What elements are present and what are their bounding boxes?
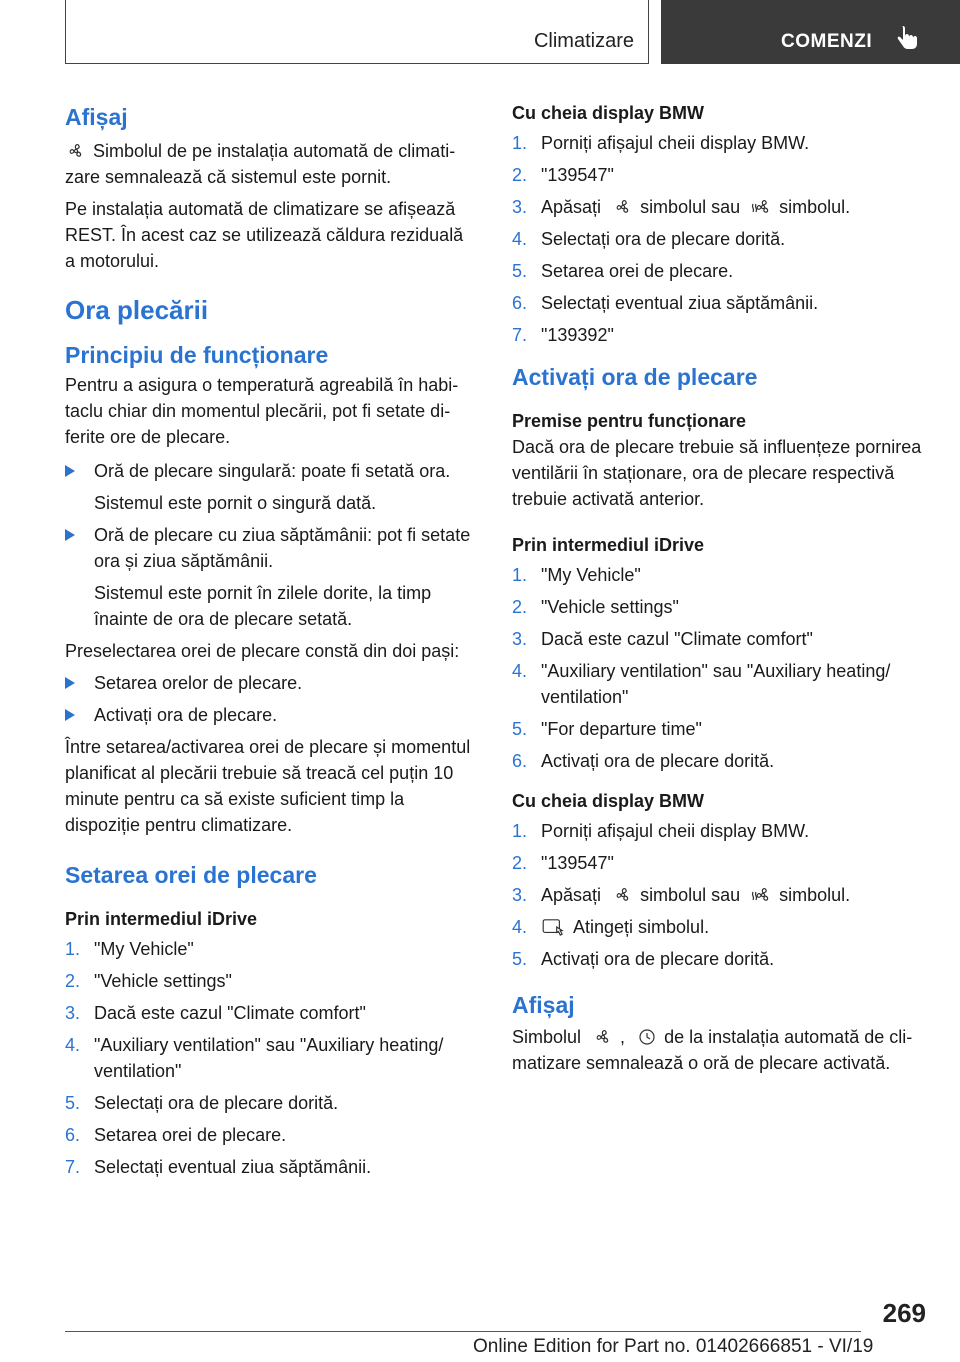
- heading-afisaj: Afișaj: [65, 104, 128, 130]
- triangle-bullet-icon: [65, 529, 75, 541]
- list-item: 5. Selectați ora de plecare dorită.: [65, 1093, 339, 1113]
- fan-heat-icon: [751, 886, 773, 904]
- edition-note: Online Edition for Part no. 01402666851 - VI/19: [473, 1336, 874, 1357]
- list-item: 5. "For departure time": [512, 719, 702, 739]
- idrive-steps-list: [65, 936, 477, 1180]
- timing-paragraph: Între setarea/activarea orei de plecare și momentul planificat al plecării trebuie să treacă cel puțin 10 minute pentru ca să existe suficient timp la dispoziție pentru climatizare.: [65, 737, 471, 835]
- touch-screen-icon: [541, 918, 567, 936]
- display-key-label: Cu cheia display BMW: [512, 103, 705, 123]
- display-key-label-2: Cu cheia display BMW: [512, 791, 705, 811]
- list-item: 3. Apăsați simbolul sau simbolul.: [512, 885, 851, 905]
- principiu-paragraph: Pentru a asigura o temperatură agreabilă în habitaclu chiar din momentul plecării, pot fi setate diferite ore de plecare.: [65, 375, 459, 447]
- idrive-activate-steps-list: [512, 562, 926, 774]
- list-item: 1. "My Vehicle": [512, 565, 641, 585]
- heading-principiu: Principiu de funcționare: [65, 342, 329, 368]
- fan-heat-icon: [751, 198, 773, 216]
- idrive-label: Prin intermediul iDrive: [512, 535, 705, 555]
- list-item-note: Sistemul este pornit o singură dată.: [94, 493, 377, 513]
- header-section-title: Climatizare: [533, 30, 634, 52]
- preselect-paragraph: Preselectarea orei de plecare constă din doi pași:: [65, 641, 460, 661]
- list-item: Setarea orelor de plecare.: [65, 670, 477, 696]
- list-item: 2. "Vehicle settings": [512, 597, 679, 617]
- fan-icon: [592, 1028, 614, 1046]
- right-column: [512, 100, 926, 1076]
- afisaj-paragraph-1: Simbolul de pe instalația automată de climatizare semnalează că sistemul este pornit.: [65, 141, 456, 187]
- display-key-steps-list: [512, 130, 926, 348]
- header-chapter-title: COMENZI: [781, 31, 873, 52]
- fan-icon: [612, 198, 634, 216]
- afisaj-paragraph-2: Pe instalația automată de climatizare se afișează REST. În acest caz se utilizează căldura reziduală a motorului.: [65, 199, 464, 271]
- list-item: Activați ora de plecare.: [65, 702, 477, 728]
- footer-divider: [65, 1331, 861, 1332]
- list-item-note: Sistemul este pornit în zilele dorite, la timp înainte de ora de plecare setată.: [94, 583, 432, 629]
- header-section-box: [65, 0, 649, 64]
- list-item: 3. Dacă este cazul "Climate comfort": [65, 1003, 366, 1023]
- list-item: 1. "My Vehicle": [65, 939, 194, 959]
- list-item: 4. "Auxiliary ventilation" sau "Auxiliary heating/ ventilation": [512, 661, 891, 707]
- list-item: 2. "139547": [512, 165, 614, 185]
- list-item: 4. "Auxiliary ventilation" sau "Auxiliary heating/ ventilation": [65, 1035, 444, 1081]
- list-item: 2. "139547": [512, 853, 614, 873]
- list-item: 5. Setarea orei de plecare.: [512, 261, 734, 281]
- left-column: [65, 100, 477, 1186]
- list-item: Oră de plecare cu ziua săptămânii: pot fi setate ora și ziua săptămânii.: [65, 522, 477, 574]
- list-item: 6. Setarea orei de plecare.: [65, 1125, 287, 1145]
- list-item: 6. Activați ora de plecare dorită.: [512, 751, 775, 771]
- list-item: 1. Porniți afișajul cheii display BMW.: [512, 821, 810, 841]
- afisaj-active-paragraph: Simbolul , de la instalația automată de climatizare semnalează o oră de plecare activată.: [512, 1027, 913, 1073]
- heading-ora-plecarii: Ora plecării: [65, 295, 209, 325]
- heading-afisaj-2: Afișaj: [512, 992, 575, 1018]
- fan-icon: [65, 142, 87, 160]
- list-item: 7. "139392": [512, 325, 614, 345]
- page-number: 269: [882, 1298, 926, 1328]
- list-item: 4. Atingeți simbolul.: [512, 917, 710, 937]
- clock-icon: [636, 1028, 658, 1046]
- premise-paragraph: Dacă ora de plecare trebuie să influențeze pornirea ventilării în staționare, ora de plecare respectivă trebuie activată anterior.: [512, 437, 922, 509]
- list-item: 1. Porniți afișajul cheii display BMW.: [512, 133, 810, 153]
- list-item: Oră de plecare singulară: poate fi setată ora.: [65, 458, 477, 484]
- hand-pointer-icon: [895, 26, 919, 52]
- fan-icon: [612, 886, 634, 904]
- triangle-bullet-icon: [65, 709, 75, 721]
- list-item: 7. Selectați eventual ziua săptămânii.: [65, 1157, 372, 1177]
- list-item: 3. Apăsați simbolul sau simbolul.: [512, 197, 851, 217]
- triangle-bullet-icon: [65, 465, 75, 477]
- list-item: 2. "Vehicle settings": [65, 971, 232, 991]
- heading-activati: Activați ora de plecare: [512, 364, 758, 390]
- header-chapter-box: [661, 0, 960, 64]
- premise-label: Premise pentru funcționare: [512, 411, 747, 431]
- list-item: 3. Dacă este cazul "Climate comfort": [512, 629, 813, 649]
- steps-bullet-list: [65, 670, 477, 728]
- list-item: 6. Selectați eventual ziua săptămânii.: [512, 293, 819, 313]
- display-key-activate-steps-list: [512, 818, 926, 972]
- departure-type-list-2: [65, 522, 477, 574]
- idrive-label: Prin intermediul iDrive: [65, 909, 258, 929]
- list-item: 4. Selectați ora de plecare dorită.: [512, 229, 786, 249]
- list-item: 5. Activați ora de plecare dorită.: [512, 949, 775, 969]
- heading-setarea: Setarea orei de plecare: [65, 862, 317, 888]
- triangle-bullet-icon: [65, 677, 75, 689]
- departure-type-list: [65, 458, 477, 484]
